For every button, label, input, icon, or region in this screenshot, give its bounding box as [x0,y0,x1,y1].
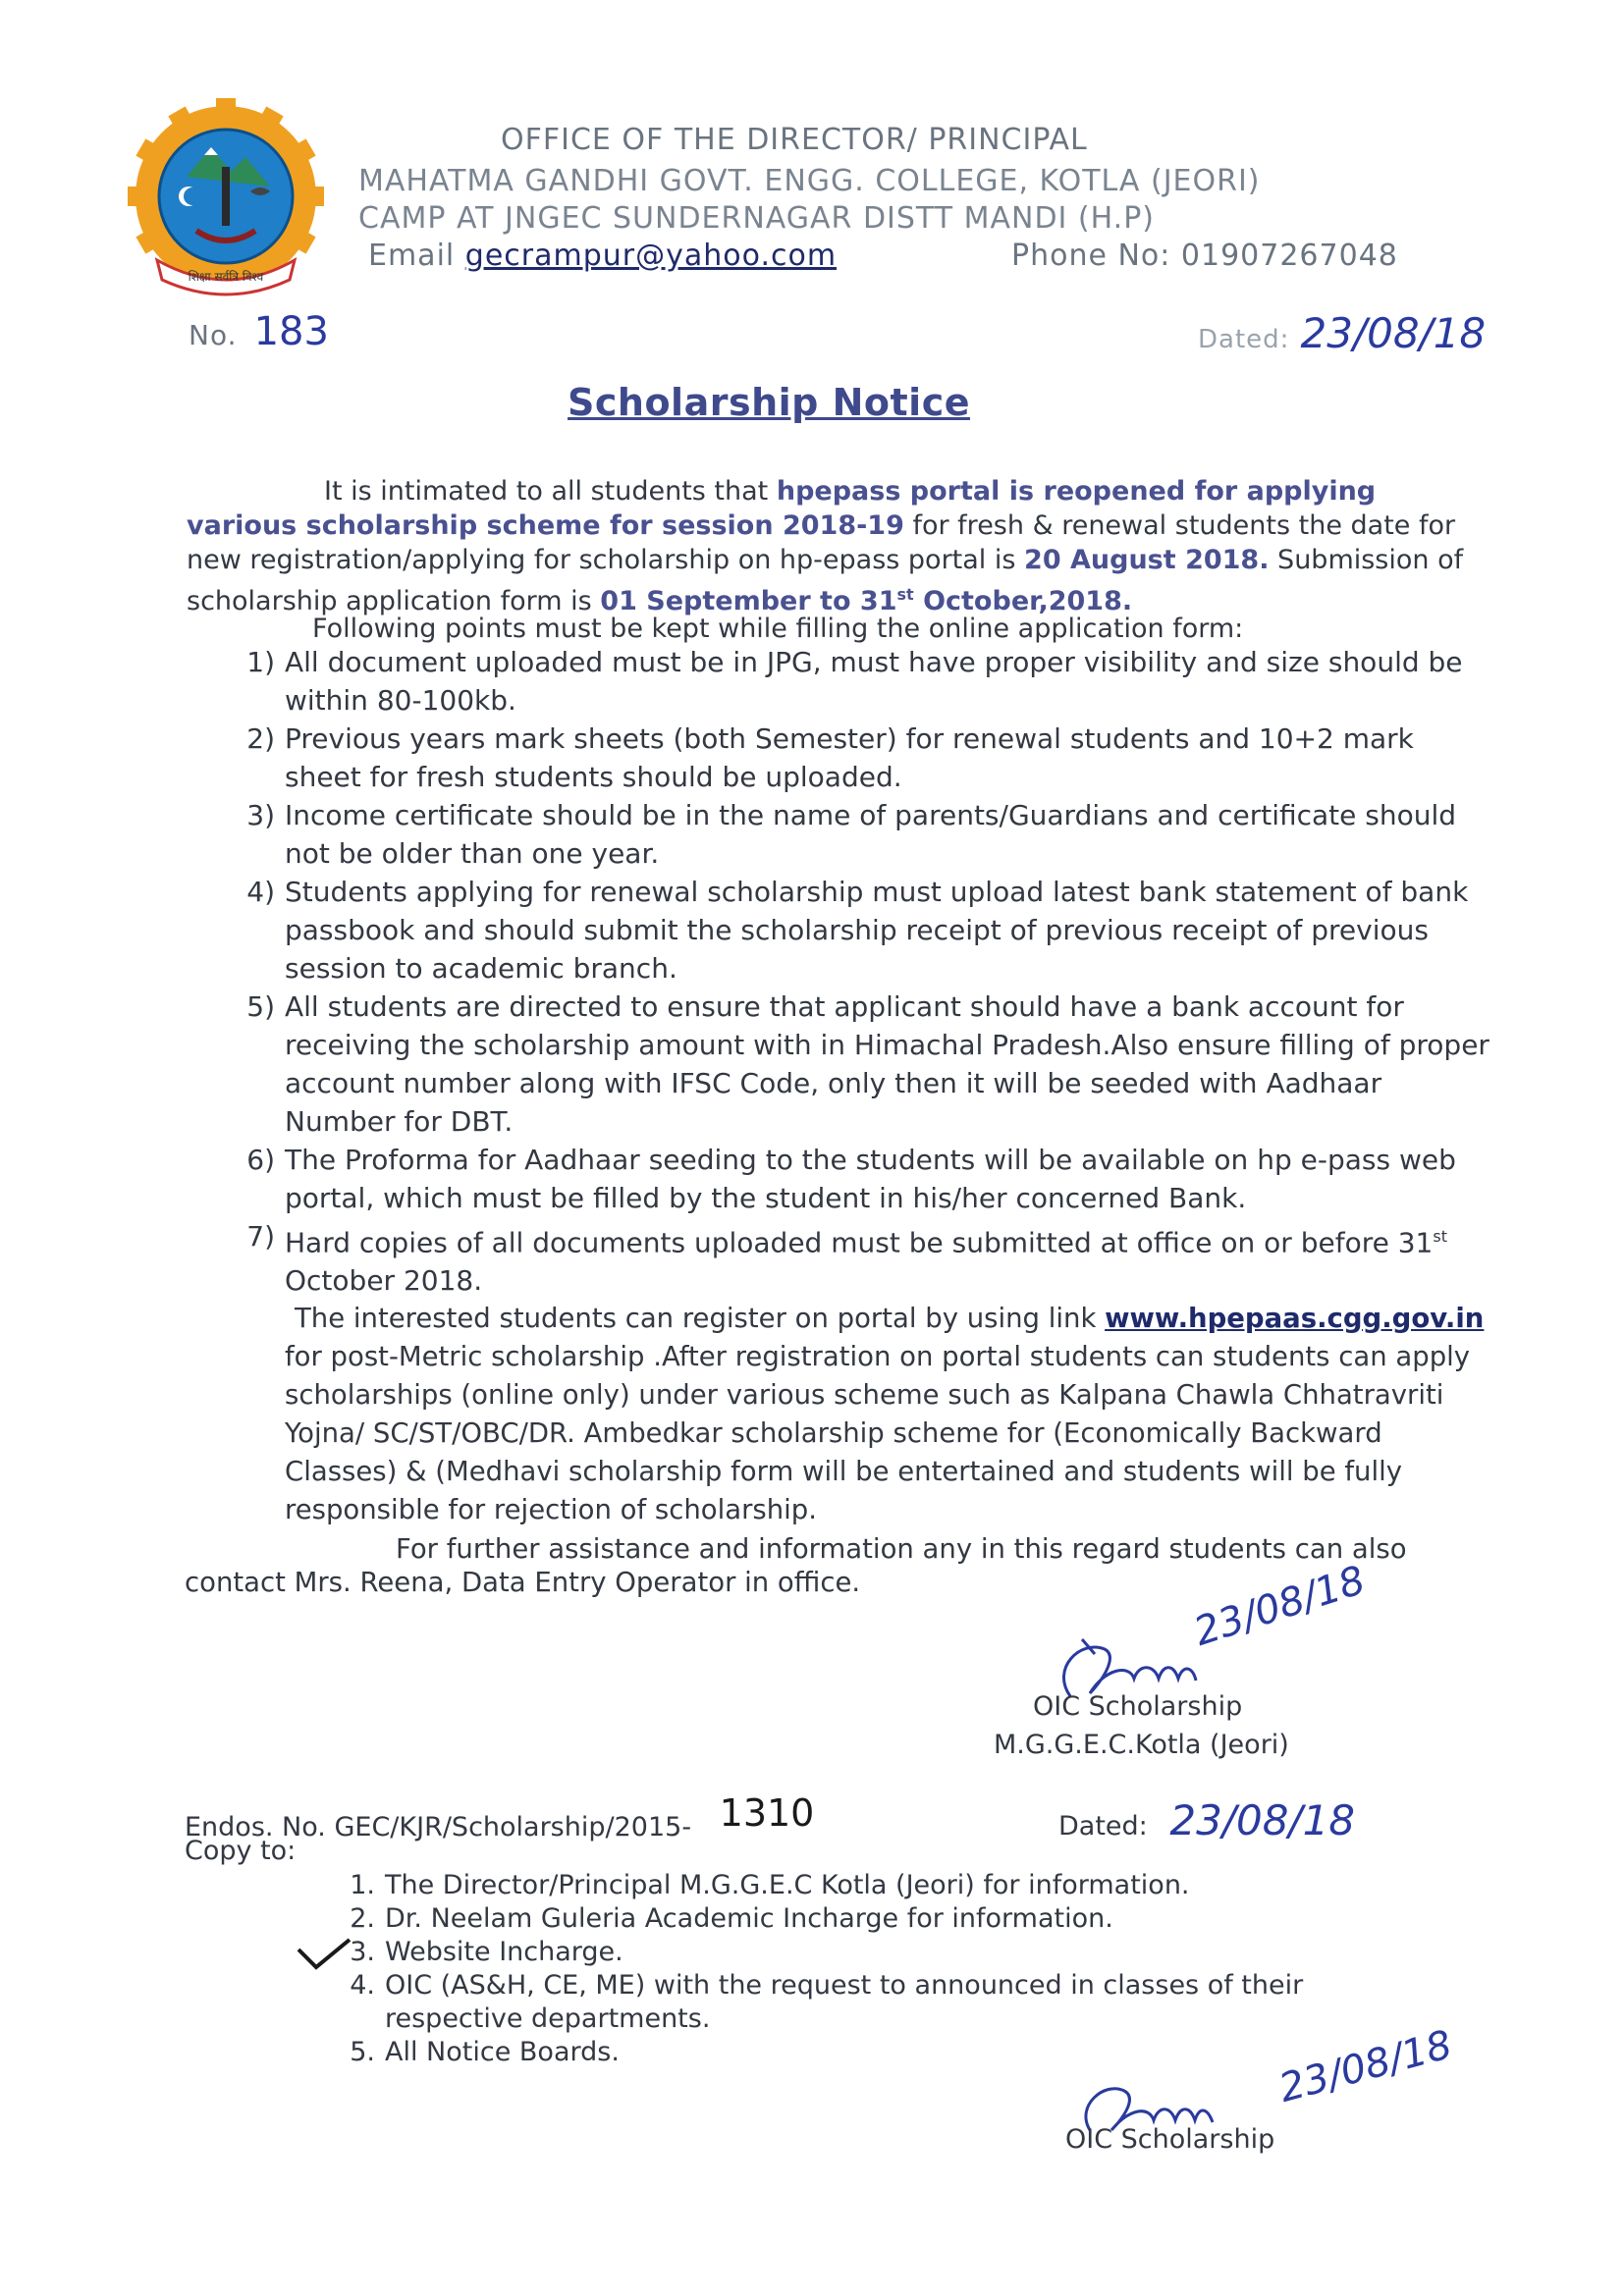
camp-address: CAMP AT JNGEC SUNDERNAGAR DISTT MANDI (H.P) [358,201,1155,236]
point-number: 6) [246,1144,275,1176]
copy-number: 1. [350,1870,375,1900]
email-label: Email [368,239,456,273]
signature-1-date: 23/08/18 [1188,1557,1371,1655]
notice-date [1198,309,1486,357]
notice-date-value: 23/08/18 [1300,309,1487,357]
intro-bold-3a: 01 September to 31 [600,586,897,616]
copy-number: 3. [350,1937,375,1967]
notice-number [189,309,329,354]
point-number: 2) [246,722,275,755]
point-text: The Proforma for Aadhaar seeding to the students will be available on hp e-pass web portal, which must be filled by the student in his/her concerned Bank. [285,1144,1456,1214]
signature-2-title: OIC Scholarship [1065,2124,1275,2155]
signature-1-institution: M.G.G.E.C.Kotla (Jeori) [994,1730,1289,1760]
intro-text-1: It is intimated to all students that [324,476,777,507]
copy-text: OIC (AS&H, CE, ME) with the request to announced in classes of their respective departments. [385,1970,1304,2034]
college-logo [128,98,324,304]
endorsement-date-label: Dated: [1058,1811,1148,1842]
following-points-heading: Following points must be kept while filling the online application form: [312,614,1244,644]
point-text-after: October 2018. [285,1264,483,1298]
endorsement-date-value: 23/08/18 [1169,1796,1356,1844]
signature-2-date: 23/08/18 [1274,2022,1457,2111]
endorsement-label: Endos. No. GEC/KJR/Scholarship/2015- [185,1812,692,1842]
list-item [246,720,1492,796]
list-item [246,643,1492,720]
list-item [246,1217,1492,1300]
list-item [350,1936,1416,1969]
copy-text: All Notice Boards. [385,2037,620,2067]
point-number: 1) [246,646,275,678]
list-item [350,1869,1416,1902]
list-item [246,873,1492,988]
page-title: Scholarship Notice [568,381,970,424]
phone-number: Phone No: 01907267048 [1011,239,1398,273]
point-text: Previous years mark sheets (both Semester) for renewal students and 10+2 mark sheet for fresh students should be uploaded. [285,722,1414,793]
copy-number: 2. [350,1903,375,1934]
endorsement-date [1058,1796,1355,1844]
point-sup: st [1433,1227,1447,1246]
list-item [246,988,1492,1141]
check-mark-icon [295,1936,353,1979]
point-text: Students applying for renewal scholarship must upload latest bank statement of bank passbook and should submit the scholarship receipt of previous receipt of previous session to academic branch. [285,876,1469,985]
email-line [368,239,837,273]
copy-text: The Director/Principal M.G.G.E.C Kotla (Jeori) for information. [385,1870,1190,1900]
intro-text-2: for fresh & renewal students the date for new registration/applying for scholarship on hp-epass portal is [187,510,1456,575]
college-name: MAHATMA GANDHI GOVT. ENGG. COLLEGE, KOTLA (JEORI) [358,164,1261,198]
register-text-a: The interested students can register on portal by using link [295,1303,1106,1334]
notice-number-value: 183 [253,309,329,354]
point-text: All students are directed to ensure that applicant should have a bank account for receiving the scholarship amount with in Himachal Pradesh.Also ensure filling of proper account number along with IFSC Code, only then it will be seeded with Aadhaar Number for DBT. [285,990,1489,1138]
email-link[interactable]: gecrampur@yahoo.com [464,239,838,273]
intro-text-3: Submission of scholarship application form is [187,545,1464,616]
office-title: OFFICE OF THE DIRECTOR/ PRINCIPAL [501,123,1088,157]
copy-text: Dr. Neelam Guleria Academic Incharge for information. [385,1903,1113,1934]
portal-link[interactable]: www.hpepaas.cgg.gov.in [1105,1303,1485,1334]
svg-text:शिक्षा सर्वत्रि विश्व: शिक्षा सर्वत्रि विश्व [188,270,264,284]
point-number: 7) [246,1220,275,1253]
register-text-b: for post-Metric scholarship .After registration on portal students can students can apply scholarships (online only) under various scheme such as Kalpana Chawla Chhatravriti Yojna/ SC/ST/OBC/DR. Ambedkar scholarship scheme for (Economically Backward Classes) & (Medhavi scholarship form will be entertained and students will be fully responsible for rejection of scholarship. [285,1341,1471,1525]
point-number: 4) [246,876,275,908]
intro-bold-1: hpepass portal is reopened for applying various scholarship scheme for session 2018-19 [187,476,1377,541]
intro-paragraph [187,474,1483,618]
notice-number-label: No. [189,319,238,351]
point-text: All document uploaded must be in JPG, must have proper visibility and size should be within 80-100kb. [285,646,1463,717]
list-item [246,796,1492,873]
intro-sup: st [896,585,914,604]
college-emblem-icon [128,98,324,304]
copy-number: 4. [350,1970,375,2001]
list-item [246,1141,1492,1217]
copy-list [350,1869,1416,2069]
notice-date-label: Dated: [1198,325,1290,354]
point-number: 3) [246,799,275,831]
point-text: Hard copies of all documents uploaded must be submitted at office on or before 31 [285,1226,1434,1259]
endorsement-number-value: 1310 [719,1791,815,1835]
register-paragraph [285,1300,1502,1529]
points-list [246,643,1492,1300]
list-item [350,1902,1416,1936]
copy-number: 5. [350,2037,375,2067]
point-number: 5) [246,990,275,1023]
intro-bold-3b: October,2018. [913,586,1133,616]
further-assistance: For further assistance and information any in this regard students can also contact Mrs. Reena, Data Entry Operator in office. [185,1533,1407,1598]
point-text: Income certificate should be in the name of parents/Guardians and certificate should not be older than one year. [285,799,1457,870]
copy-text: Website Incharge. [385,1937,623,1967]
list-item [350,1969,1416,2036]
intro-bold-2: 20 August 2018. [1024,545,1270,575]
copy-to-label: Copy to: [185,1836,297,1866]
signature-1-title: OIC Scholarship [1033,1691,1243,1722]
